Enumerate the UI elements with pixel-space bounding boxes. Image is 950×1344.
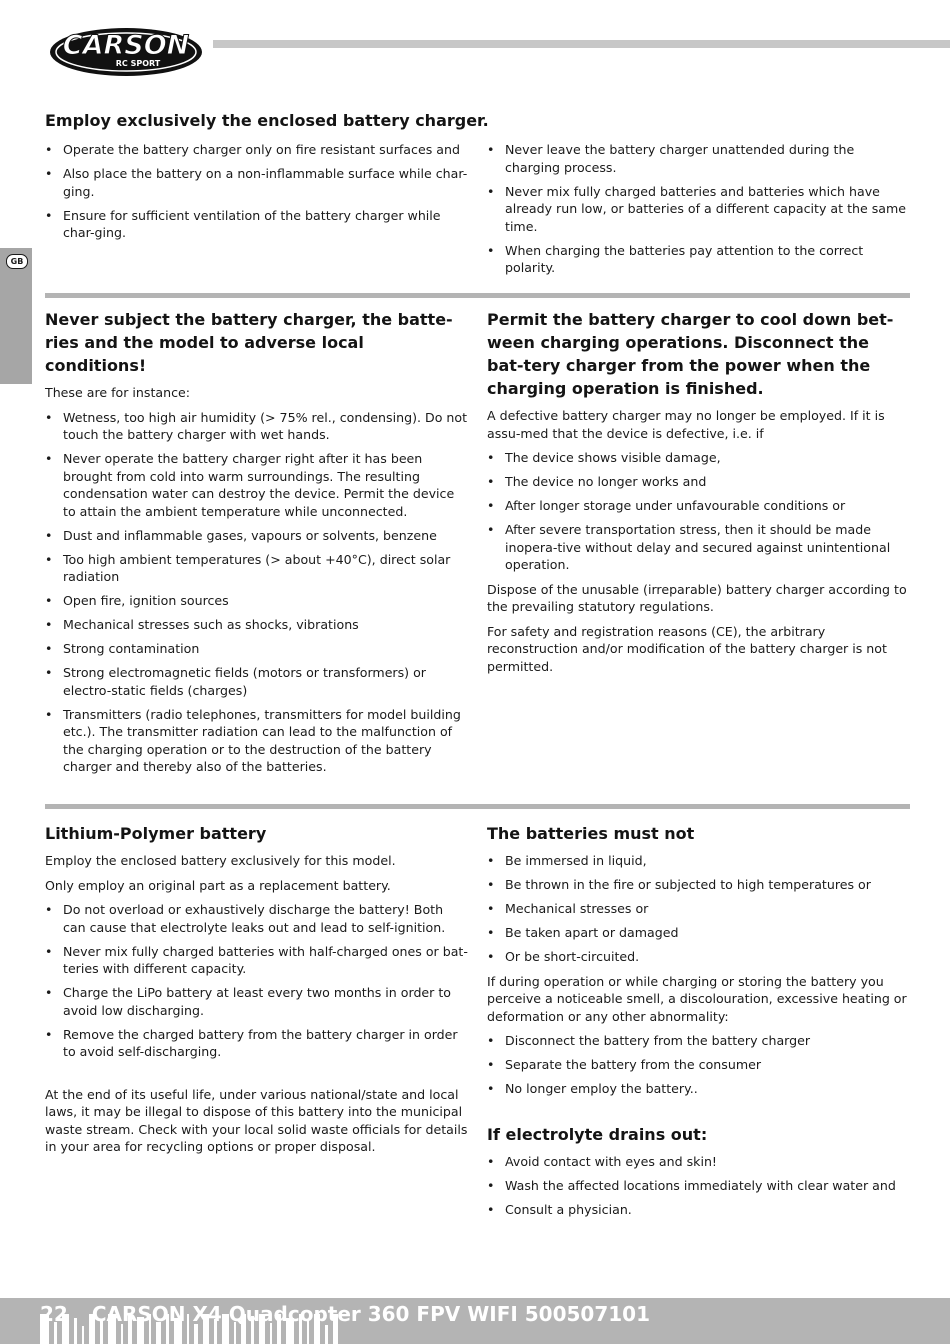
paragraph: Only employ an original part as a replacement battery. (45, 877, 391, 893)
intro-text: A defective battery charger may no longer be employed. If it is assu-med that the device is defective, i.e. if (487, 408, 885, 441)
list-item: • Never leave the battery charger unattended during the charging process. (487, 141, 911, 176)
list-item: • Ensure for sufficient ventilation of the battery charger while char-ging. (45, 207, 469, 242)
language-badge: GB (6, 254, 28, 269)
bullet-list (487, 1032, 911, 1098)
footer-text (40, 1302, 650, 1326)
header-bar (213, 40, 950, 48)
section-charger-title (45, 109, 925, 139)
section-cool-down (487, 308, 911, 682)
list-item: • Be thrown in the fire or subjected to high temperatures or (487, 876, 911, 894)
list-item: • No longer employ the battery.. (487, 1080, 911, 1098)
list-item: • Strong electromagnetic fields (motors or transformers) or electro-static fields (charges) (45, 664, 469, 699)
list-item: • Also place the battery on a non-inflammable surface while char-ging. (45, 165, 469, 200)
paragraph: For safety and registration reasons (CE), the arbitrary reconstruction and/or modification of the battery charger is not permitted. (487, 623, 887, 674)
list-item: • Wash the affected locations immediately with clear water and (487, 1177, 911, 1195)
page-footer (0, 1298, 950, 1344)
list-item: • Or be short-circuited. (487, 948, 911, 966)
list-item: • Disconnect the battery from the battery charger (487, 1032, 911, 1050)
list-item: • Transmitters (radio telephones, transmitters for model building etc.). The transmitter radiation can lead to the malfunction of the charging operation or to the destruction of the battery charger and thereby also of the batteries. (45, 706, 469, 776)
list-item: • Separate the battery from the consumer (487, 1056, 911, 1074)
list-item: • Mechanical stresses or (487, 900, 911, 918)
list-item: • Be taken apart or damaged (487, 924, 911, 942)
section-charger-right (487, 141, 911, 284)
bullet-list (487, 852, 911, 966)
svg-text:CARSON: CARSON (62, 30, 190, 61)
paragraph: Dispose of the unusable (irreparable) battery charger according to the prevailing statutory regulations. (487, 581, 907, 614)
bullet-list (45, 409, 469, 776)
list-item: • Remove the charged battery from the battery charger in order to avoid self-discharging. (45, 1026, 469, 1061)
list-item: • Too high ambient temperatures (> about +40°C), direct solar radiation (45, 551, 469, 586)
section-title: Never subject the battery charger, the batte-ries and the model to adverse local conditions! (45, 310, 453, 375)
list-item: • Operate the battery charger only on fire resistant surfaces and (45, 141, 469, 159)
bullet-list (487, 449, 911, 574)
list-item: • After severe transportation stress, then it should be made inopera-tive without delay and secured against unintentional operation. (487, 521, 911, 574)
section-adverse-conditions (45, 308, 469, 783)
paragraph: If during operation or while charging or storing the battery you perceive a noticeable smell, a discolouration, excessive heating or deformation or any other abnormality: (487, 973, 907, 1024)
paragraph: Employ the enclosed battery exclusively for this model. (45, 853, 396, 868)
list-item: • Mechanical stresses such as shocks, vibrations (45, 616, 469, 634)
bullet-list (487, 1153, 911, 1219)
list-item: • Never mix fully charged batteries with half-charged ones or bat-teries with different capacity. (45, 943, 469, 978)
section-divider (45, 293, 910, 298)
section-charger-left (45, 141, 469, 249)
list-item: • Do not overload or exhaustively discharge the battery! Both can cause that electrolyte leaks out and lead to self-ignition. (45, 901, 469, 936)
list-item: • Never operate the battery charger right after it has been brought from cold into warm surroundings. The resulting condensation water can destroy the device. Permit the device to attain the ambient temperature while unconnected. (45, 450, 469, 520)
list-item: • Consult a physician. (487, 1201, 911, 1219)
list-item: • Be immersed in liquid, (487, 852, 911, 870)
disposal-paragraph: At the end of its useful life, under various national/state and local laws, it may be illegal to dispose of this battery into the municipal waste stream. Check with your local solid waste officials for details in your area for recycling options or proper disposal. (45, 1086, 468, 1154)
list-item: • Dust and inflammable gases, vapours or solvents, benzene (45, 527, 469, 545)
section-title-electrolyte: If electrolyte drains out: (487, 1124, 708, 1144)
section-batteries-must-not (487, 822, 911, 1225)
list-item: • Avoid contact with eyes and skin! (487, 1153, 911, 1171)
list-item: • The device no longer works and (487, 473, 911, 491)
list-item: • Strong contamination (45, 640, 469, 658)
list-item: • Charge the LiPo battery at least every two months in order to avoid low discharging. (45, 984, 469, 1019)
svg-text:RC SPORT: RC SPORT (115, 59, 161, 68)
list-item: • Wetness, too high air humidity (> 75% rel., condensing). Do not touch the battery charger with wet hands. (45, 409, 469, 444)
bullet-list (45, 141, 469, 242)
section-title: Permit the battery charger to cool down bet-ween charging operations. Disconnect the bat-tery charger from the power when the charging operation is finished. (487, 310, 894, 398)
list-item: • Never mix fully charged batteries and batteries which have already run low, or batteries of a different capacity at the same time. (487, 183, 911, 236)
section-title: Lithium-Polymer battery (45, 824, 267, 843)
list-item: • When charging the batteries pay attention to the correct polarity. (487, 242, 911, 277)
list-item: • The device shows visible damage, (487, 449, 911, 467)
list-item: • After longer storage under unfavourable conditions or (487, 497, 911, 515)
page-number: 22 (40, 1302, 68, 1326)
section-lipo-battery (45, 822, 469, 1163)
product-name: CARSON X4 Quadcopter 360 FPV WIFI 500507101 (91, 1302, 651, 1326)
bullet-list (45, 901, 469, 1061)
intro-text: These are for instance: (45, 385, 191, 400)
section-divider (45, 804, 910, 809)
section-title: Employ exclusively the enclosed battery charger. (45, 111, 489, 130)
list-item: • Open fire, ignition sources (45, 592, 469, 610)
section-title: The batteries must not (487, 824, 695, 843)
bullet-list (487, 141, 911, 277)
carson-logo (44, 22, 208, 78)
